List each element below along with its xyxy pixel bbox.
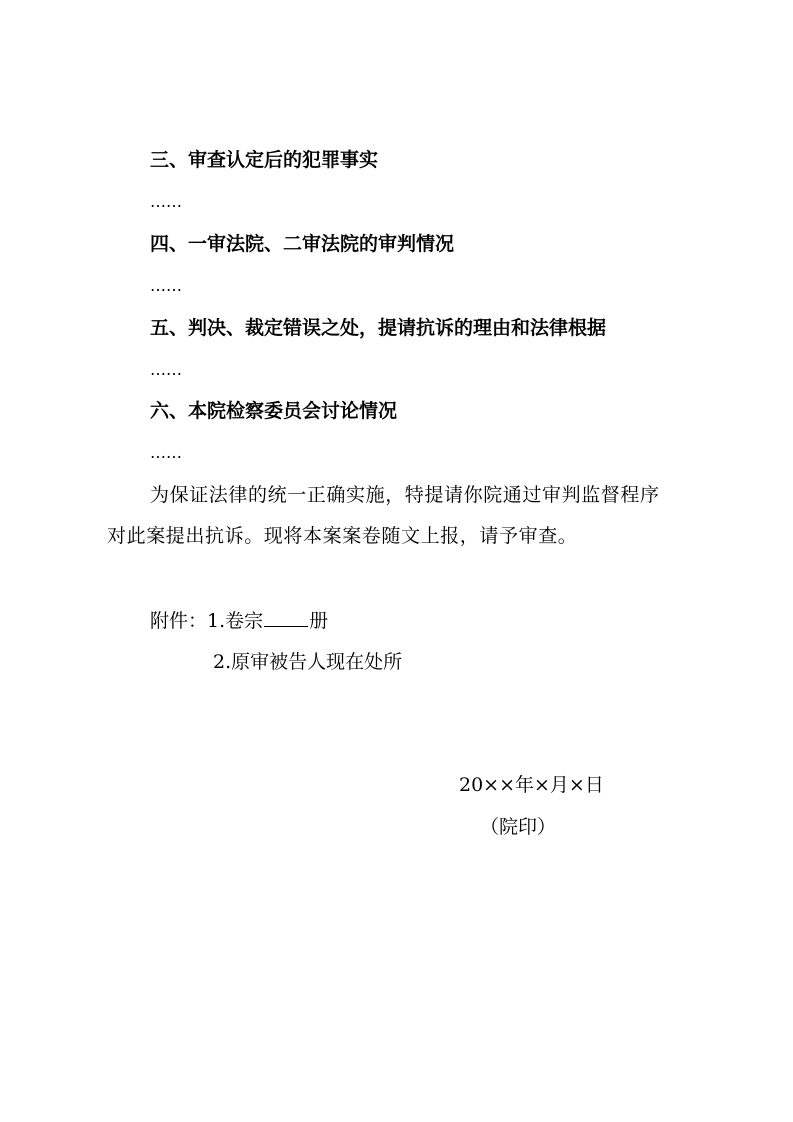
attachment-label: 附件：1.卷宗 xyxy=(150,610,264,632)
section-heading-6: 六、本院检察委员会讨论情况 xyxy=(150,400,398,422)
closing-paragraph-line2: 对此案提出抗诉。现将本案案卷随文上报，请予审查。 xyxy=(107,525,578,547)
attachment-item-2: 2.原审被告人现在处所 xyxy=(213,651,403,673)
volume-count-blank xyxy=(264,608,308,627)
section-heading-4: 四、一审法院、二审法院的审判情况 xyxy=(150,233,455,255)
signature-date: 20××年×月×日 xyxy=(459,774,604,796)
section-ellipsis-4: …… xyxy=(150,276,182,295)
attachment-unit: 册 xyxy=(309,610,329,632)
section-heading-3: 三、审查认定后的犯罪事实 xyxy=(150,149,379,171)
section-ellipsis-5: …… xyxy=(150,360,182,379)
attachment-item-1 xyxy=(150,608,328,633)
court-seal-label: （院印） xyxy=(480,816,557,838)
section-ellipsis-3: …… xyxy=(150,192,182,211)
section-ellipsis-6: …… xyxy=(150,443,182,462)
closing-paragraph-line1: 为保证法律的统一正确实施，特提请你院通过审判监督程序 xyxy=(150,484,660,506)
section-heading-5: 五、判决、裁定错误之处，提请抗诉的理由和法律根据 xyxy=(150,317,607,339)
